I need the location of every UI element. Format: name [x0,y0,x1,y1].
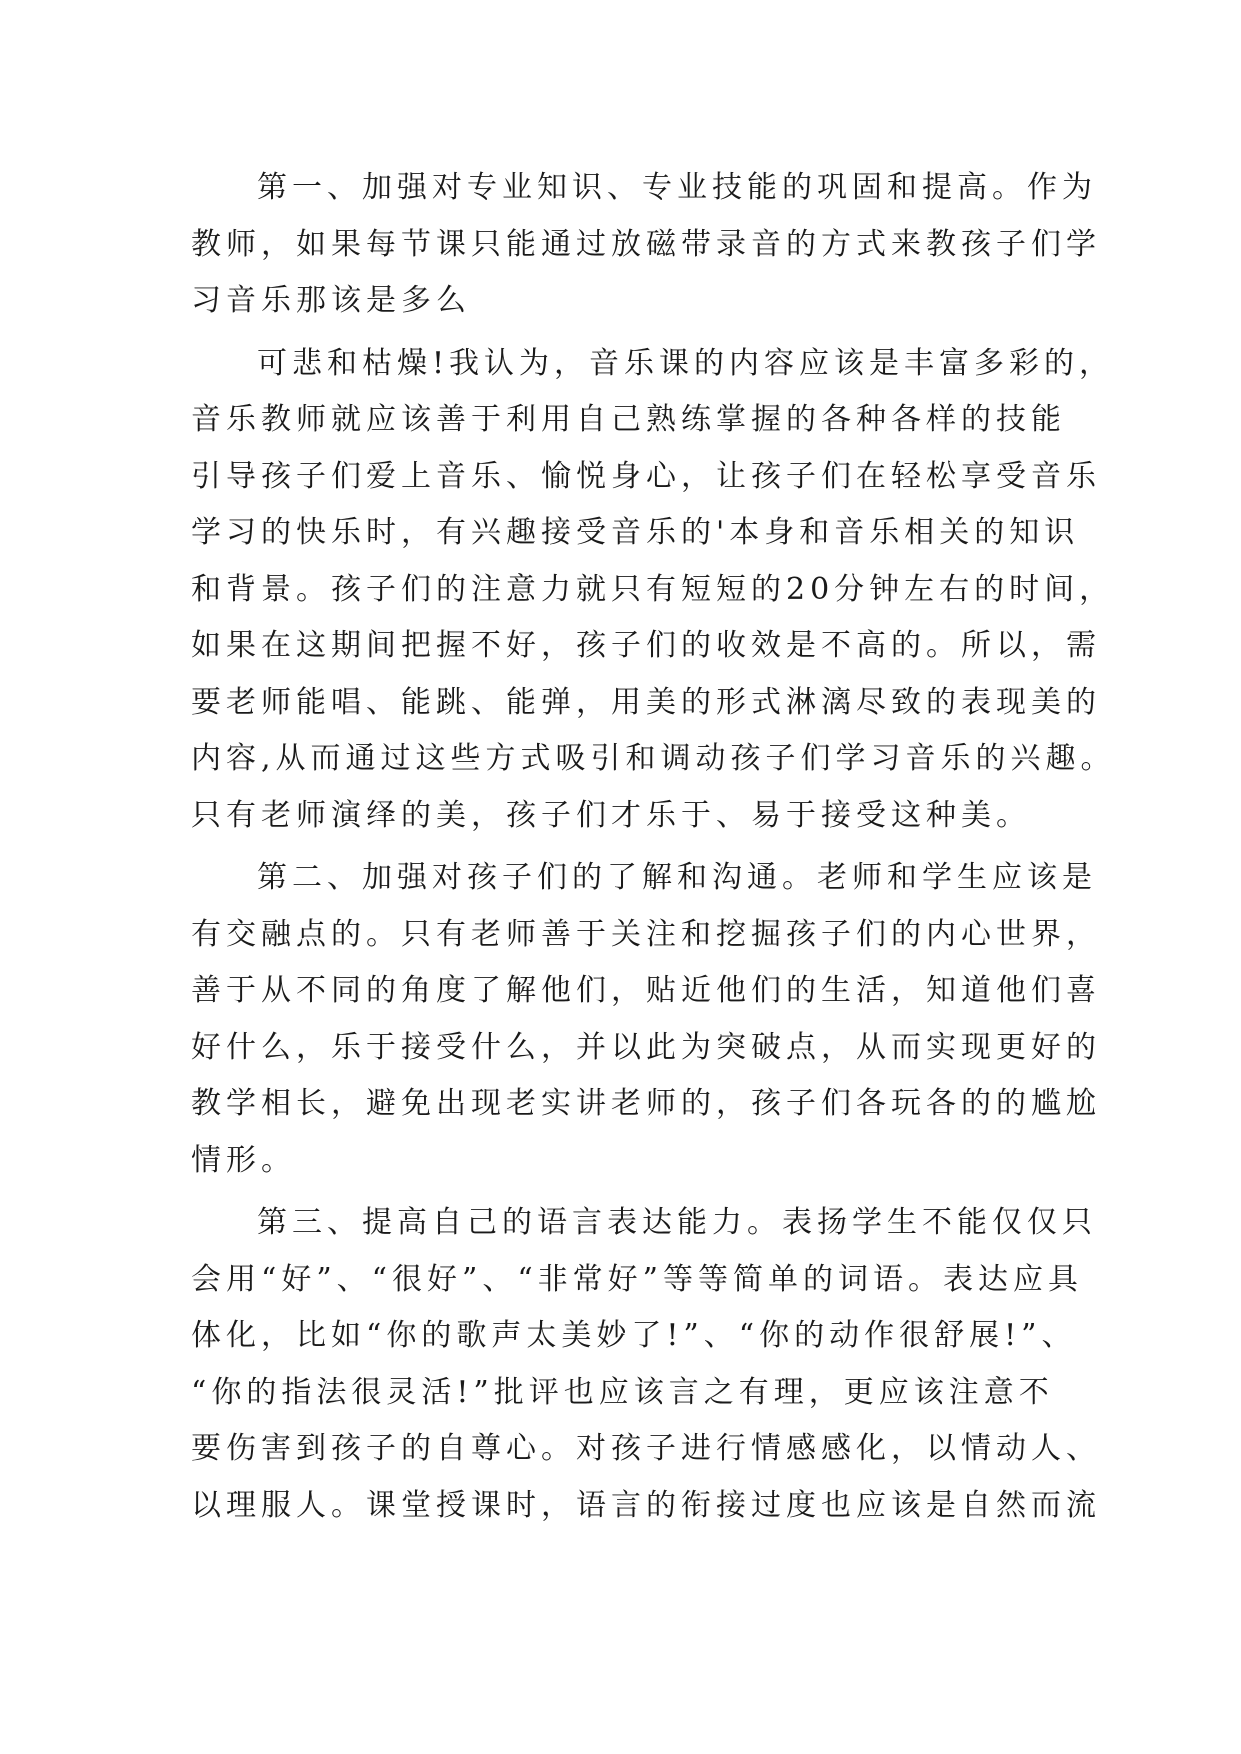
paragraph-2 [191,336,1116,845]
paragraph-line: 有交融点的。只有老师善于关注和挖掘孩子们的内心世界， [191,916,1101,952]
paragraph-line: 以理服人。课堂授课时，语言的衔接过度也应该是自然而流 [191,1487,1101,1523]
paragraph-line: 教学相长，避免出现老实讲老师的，孩子们各玩各的的尴尬 [191,1086,1101,1121]
paragraph-line: 只有老师演绎的美，孩子们才乐于、易于接受这种美。 [191,797,1031,833]
paragraph-line: 善于从不同的角度了解他们，贴近他们的生活，知道他们喜 [191,973,1101,1008]
paragraph-line: “你的指法很灵活!”批评也应该言之有理，更应该注意不 [191,1374,1054,1410]
paragraph-line: 好什么，乐于接受什么，并以此为突破点，从而实现更好的 [191,1029,1101,1065]
paragraph-line: 情形。 [191,1142,296,1178]
paragraph-line: 内容,从而通过这些方式吸引和调动孩子们学习音乐的兴趣。 [191,741,1116,776]
paragraph-line: 要伤害到孩子的自尊心。对孩子进行情感感化，以情动人、 [191,1431,1101,1466]
document-page [191,160,1116,1534]
paragraph-1 [191,160,1101,330]
paragraph-line: 要老师能唱、能跳、能弹，用美的形式淋漓尽致的表现美的 [191,684,1101,720]
paragraph-line: 可悲和枯燥!我认为，音乐课的内容应该是丰富多彩的， [257,345,1115,381]
paragraph-line: 和背景。孩子们的注意力就只有短短的20分钟左右的时间， [191,571,1115,607]
paragraph-line: 体化，比如“你的歌声太美妙了!”、“你的动作很舒展!”、 [191,1318,1077,1353]
paragraph-3 [191,850,1101,1189]
paragraph-line: 教师，如果每节课只能通过放磁带录音的方式来教孩子们学 [191,226,1101,262]
paragraph-line: 引导孩子们爱上音乐、愉悦身心，让孩子们在轻松享受音乐 [191,458,1101,494]
paragraph-line: 习音乐那该是多么 [191,283,471,318]
paragraph-line: 学习的快乐时，有兴趣接受音乐的'本身和音乐相关的知识 [191,515,1080,550]
paragraph-line: 会用“好”、“很好”、“非常好”等等简单的词语。表达应具 [191,1261,1084,1297]
paragraph-line: 第二、加强对孩子们的了解和沟通。老师和学生应该是 [257,860,1097,895]
paragraph-line: 如果在这期间把握不好，孩子们的收效是不高的。所以，需 [191,628,1101,663]
paragraph-line: 第一、加强对专业知识、专业技能的巩固和提高。作为 [257,170,1097,205]
paragraph-line: 音乐教师就应该善于利用自己熟练掌握的各种各样的技能 [191,402,1066,437]
paragraph-line: 第三、提高自己的语言表达能力。表扬学生不能仅仅只 [257,1205,1097,1240]
paragraph-4 [191,1195,1101,1534]
